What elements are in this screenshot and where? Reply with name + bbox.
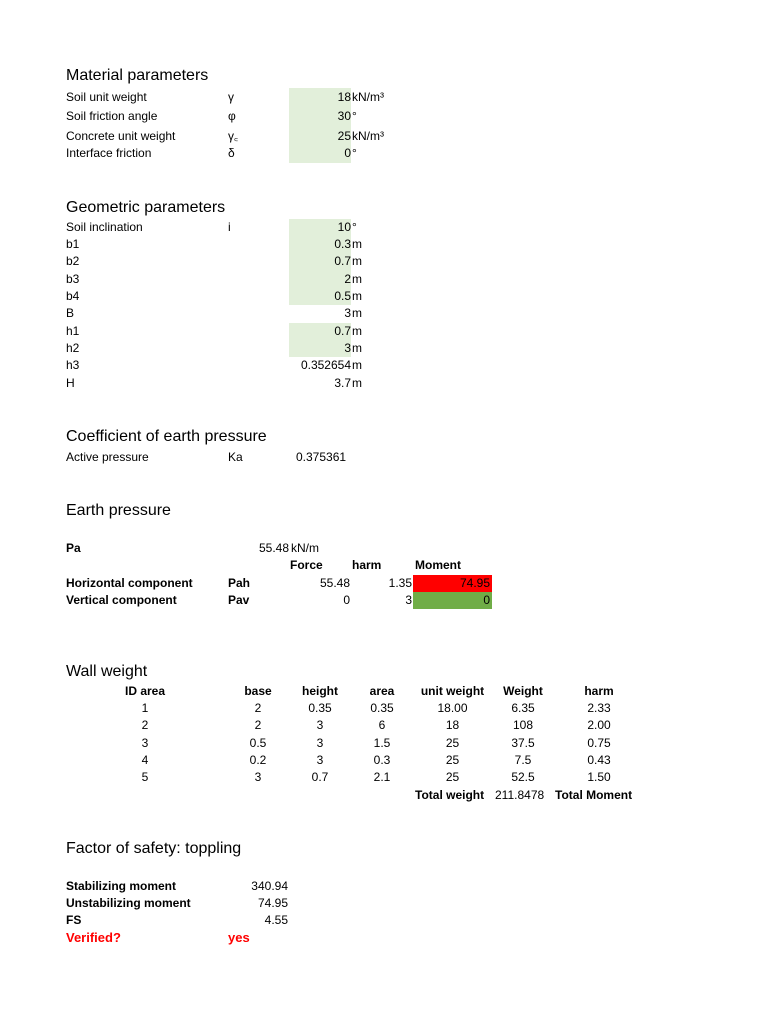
fs-row-label: FS (66, 913, 82, 927)
geometric-label: h2 (66, 341, 80, 355)
wall-cell: 1.5 (373, 736, 391, 750)
geometric-label: b1 (66, 237, 80, 251)
fs-row-label: Unstabilizing moment (66, 896, 191, 910)
coefficient-value: 0.375361 (296, 450, 347, 464)
col-force: Force (290, 558, 323, 572)
verified-value: yes (228, 930, 250, 945)
wall-cell: 2 (254, 701, 262, 715)
wall-cell: 25 (445, 770, 460, 784)
wall-cell: 2.33 (587, 701, 611, 715)
earth-row-harm: 3 (405, 593, 412, 607)
coefficient-title: Coefficient of earth pressure (66, 428, 267, 445)
earth-title: Earth pressure (66, 502, 171, 519)
material-symbol: γ꜀ (228, 129, 239, 143)
geometric-unit: m (352, 254, 362, 268)
geometric-value[interactable]: 0.3 (334, 237, 351, 251)
wall-header: height (302, 684, 338, 698)
wall-header: base (244, 684, 272, 698)
geometric-title: Geometric parameters (66, 199, 226, 216)
earth-row-force: 55.48 (319, 576, 350, 590)
wall-cell: 0.2 (249, 753, 267, 767)
geometric-label: B (66, 306, 75, 320)
material-symbol: φ (228, 109, 236, 123)
geometric-unit: m (352, 358, 362, 372)
wall-cell: 7.5 (514, 753, 532, 767)
geometric-value[interactable]: 0.7 (334, 254, 351, 268)
wall-header: area (369, 684, 395, 698)
material-label: Interface friction (66, 146, 152, 160)
wall-header: Weight (503, 684, 543, 698)
wall-cell: 0.5 (249, 736, 267, 750)
geometric-unit: m (352, 341, 362, 355)
wall-cell: 0.7 (311, 770, 329, 784)
geometric-unit: ° (352, 220, 357, 234)
material-unit: kN/m³ (352, 129, 384, 143)
wall-cell: 1 (141, 701, 149, 715)
wall-cell: 6 (378, 718, 386, 732)
wall-cell: 0.35 (308, 701, 332, 715)
earth-row-force: 0 (343, 593, 350, 607)
material-label: Soil friction angle (66, 109, 158, 123)
fs-row-value: 340.94 (251, 879, 288, 893)
wall-cell: 3 (254, 770, 262, 784)
coefficient-symbol: Ka (228, 450, 243, 464)
material-value[interactable]: 30 (337, 109, 351, 123)
wall-cell: 5 (141, 770, 149, 784)
material-symbol: δ (228, 146, 235, 160)
material-value[interactable]: 0 (344, 146, 351, 160)
wall-cell: 2 (254, 718, 262, 732)
material-unit: ° (352, 146, 357, 160)
geometric-label: b3 (66, 272, 80, 286)
earth-row-label: Vertical component (66, 593, 177, 607)
geometric-unit: m (352, 289, 362, 303)
material-value[interactable]: 25 (337, 129, 351, 143)
geometric-value[interactable]: 3 (344, 341, 351, 355)
fs-row-value: 4.55 (264, 913, 288, 927)
geometric-value: 0.352654 (300, 358, 351, 372)
geometric-unit: m (352, 306, 362, 320)
geometric-label: b4 (66, 289, 80, 303)
geometric-label: h3 (66, 358, 80, 372)
wall-cell: 1.50 (587, 770, 611, 784)
wall-cell: 2.1 (373, 770, 391, 784)
total-weight-label: Total weight (415, 788, 485, 802)
earth-row-moment: 0 (483, 593, 490, 607)
pa-label: Pa (66, 541, 81, 555)
wall-cell: 37.5 (511, 736, 535, 750)
geometric-value: 3 (344, 306, 351, 320)
verified-label: Verified? (66, 930, 121, 945)
material-label: Concrete unit weight (66, 129, 176, 143)
geometric-symbol: i (228, 220, 231, 234)
geometric-value[interactable]: 2 (344, 272, 351, 286)
wall-cell: 18.00 (437, 701, 468, 715)
wall-cell: 3 (316, 736, 324, 750)
material-unit: kN/m³ (352, 90, 384, 104)
geometric-value[interactable]: 0.7 (334, 324, 351, 338)
coefficient-label: Active pressure (66, 450, 149, 464)
geometric-label: H (66, 376, 75, 390)
geometric-unit: m (352, 237, 362, 251)
wall-cell: 3 (141, 736, 149, 750)
earth-row-label: Horizontal component (66, 576, 193, 590)
wall-cell: 2.00 (587, 718, 611, 732)
wall-cell: 2 (141, 718, 149, 732)
wall-header: ID area (124, 684, 166, 698)
pa-value: 55.48 (258, 541, 289, 555)
geometric-label: b2 (66, 254, 80, 268)
wall-cell: 3 (316, 718, 324, 732)
geometric-value[interactable]: 0.5 (334, 289, 351, 303)
total-weight-value: 211.8478 (495, 788, 545, 802)
material-unit: ° (352, 109, 357, 123)
wall-cell: 0.43 (587, 753, 611, 767)
geometric-unit: m (352, 272, 362, 286)
wall-cell: 4 (141, 753, 149, 767)
wall-cell: 6.35 (511, 701, 535, 715)
fs-row-value: 74.95 (257, 896, 288, 910)
geometric-unit: m (352, 324, 362, 338)
geometric-unit: m (352, 376, 362, 390)
wall-header: harm (584, 684, 614, 698)
fs-title: Factor of safety: toppling (66, 840, 242, 857)
wall-cell: 0.75 (587, 736, 611, 750)
col-moment: Moment (415, 558, 461, 572)
earth-row-symbol: Pah (228, 576, 251, 590)
wall-cell: 18 (445, 718, 460, 732)
geometric-value[interactable]: 10 (337, 220, 351, 234)
wall-cell: 52.5 (511, 770, 535, 784)
wall-cell: 3 (316, 753, 324, 767)
pa-unit: kN/m (291, 541, 319, 555)
material-title: Material parameters (66, 67, 209, 84)
wall-cell: 0.3 (373, 753, 391, 767)
wall-header: unit weight (420, 684, 485, 698)
total-moment-label: Total Moment (555, 788, 633, 802)
wall-cell: 25 (445, 753, 460, 767)
earth-row-moment: 74.95 (459, 576, 490, 590)
col-harm: harm (352, 558, 382, 572)
wall-cell: 25 (445, 736, 460, 750)
earth-row-symbol: Pav (228, 593, 250, 607)
wall-cell: 0.35 (370, 701, 394, 715)
geometric-label: Soil inclination (66, 220, 143, 234)
wall-title: Wall weight (66, 663, 148, 680)
earth-row-harm: 1.35 (388, 576, 412, 590)
geometric-label: h1 (66, 324, 80, 338)
wall-cell: 108 (512, 718, 534, 732)
fs-row-label: Stabilizing moment (66, 879, 177, 893)
geometric-value: 3.7 (334, 376, 351, 390)
material-value[interactable]: 18 (337, 90, 351, 104)
material-label: Soil unit weight (66, 90, 147, 104)
material-symbol: γ (228, 90, 234, 104)
